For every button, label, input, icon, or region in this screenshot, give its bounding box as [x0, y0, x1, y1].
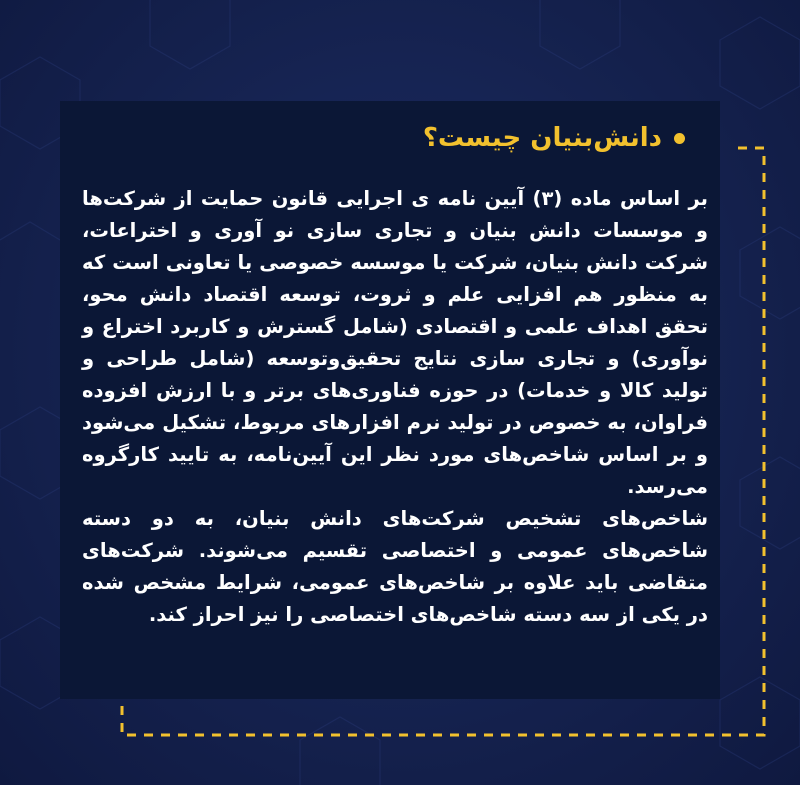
heading-row [423, 123, 685, 153]
page-title: دانش‌بنیان چیست؟ [422, 123, 662, 153]
paragraph-definition: بر اساس ماده (۳) آیین نامه ی اجرایی قانون حمایت از شرکت‌ها و موسسات دانش بنیان و تجاری سازی نو آوری و اختراعات، شرکت دانش بنیان، شرکت یا موسسه خصوصی یا تعاونی است که به منظور هم افزایی علم و ثروت، توسعه اقتصاد دانش محو، تحقق اهداف علمی و اقتصادی (شامل گسترش و کاربرد اختراع و نوآوری) و تجاری سازی نتایج تحقیق‌وتوسعه (شامل طراحی و تولید کالا و خدمات) در حوزه فناوری‌های برتر و با ارزش افزوده فراوان، به خصوص در تولید نرم افزارهای مربوط، تشکیل می‌شود و بر اساس شاخص‌های مورد نظر این آیین‌نامه، به تایید کارگروه می‌رسد. [82, 187, 708, 498]
bullet-dot-icon [674, 133, 685, 144]
content-card [60, 101, 720, 699]
body-text [82, 183, 708, 631]
paragraph-criteria: شاخص‌های تشخیص شرکت‌های دانش بنیان، به دو دسته شاخص‌های عمومی و اختصاصی تقسیم می‌شوند. شرکت‌های متقاضی باید علاوه بر شاخص‌های عمومی، شرایط مشخص شده در یکی از سه دسته شاخص‌های اختصاصی را نیز احراز کند. [82, 507, 708, 626]
